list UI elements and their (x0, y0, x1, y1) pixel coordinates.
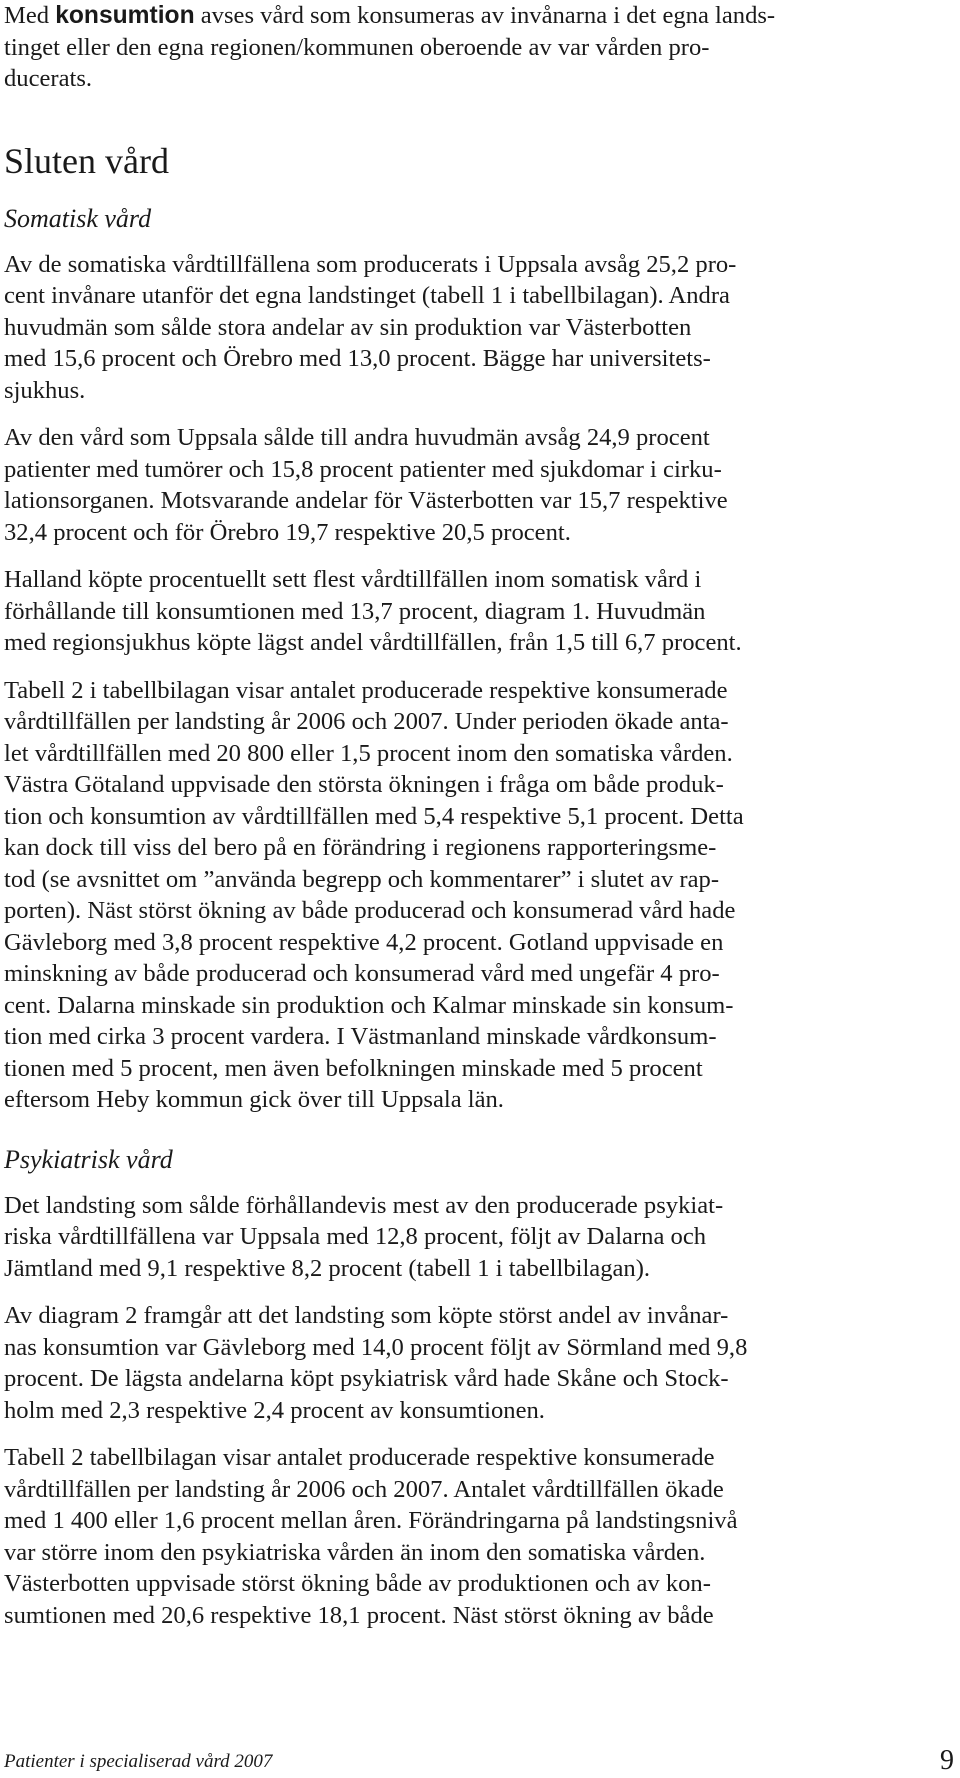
bold-term: konsumtion (55, 2, 195, 29)
text-line: Av den vård som Uppsala sålde till andra huvudmän avsåg 24,9 procent (4, 424, 710, 451)
paragraph-psykiatrisk-2 (4, 1300, 909, 1426)
text-line: vårdtillfällen per landsting år 2006 och 2007. Antalet vårdtillfällen ökade (4, 1475, 724, 1503)
text-line: patienter med tumörer och 15,8 procent patienter med sjukdomar i cirku- (4, 455, 722, 483)
text-line: tod (se avsnittet om ”använda begrepp och kommentarer” i slutet av rap- (4, 865, 720, 893)
text-line: eftersom Heby kommun gick över till Uppsala län. (4, 1086, 504, 1113)
paragraph-psykiatrisk-3 (4, 1442, 909, 1631)
text-line: Gävleborg med 3,8 procent respektive 4,2 procent. Gotland uppvisade en (4, 928, 724, 956)
text-line: sjukhus. (4, 376, 86, 404)
text-line: cent invånare utanför det egna landstinget (tabell 1 i tabellbilagan). Andra (4, 282, 730, 309)
text-span: Med (4, 2, 56, 29)
footer-publication-title: Patienter i specialiserad vård 2007 (4, 1751, 273, 1772)
text-line: med 15,6 procent och Örebro med 13,0 procent. Bägge har universitets- (4, 345, 711, 372)
text-line: 32,4 procent och för Örebro 19,7 respektive 20,5 procent. (4, 518, 571, 546)
subsection-heading-psykiatrisk: Psykiatrisk vård (4, 1144, 173, 1174)
text-line: förhållande till konsumtionen med 13,7 procent, diagram 1. Huvudmän (4, 597, 706, 625)
text-line: tion med cirka 3 procent vardera. I Västmanland minskade vårdkonsum- (4, 1023, 717, 1050)
paragraph-somatisk-1 (4, 249, 909, 407)
text-line: sumtionen med 20,6 respektive 18,1 procent. Näst störst ökning av både (4, 1601, 714, 1629)
text-line: procent. De lägsta andelarna köpt psykiatrisk vård hade Skåne och Stock- (4, 1365, 729, 1392)
text-line: med regionsjukhus köpte lägst andel vårdtillfällen, från 1,5 till 6,7 procent. (4, 629, 742, 656)
text-line: nas konsumtion var Gävleborg med 14,0 procent följt av Sörmland med 9,8 (4, 1333, 748, 1361)
text-line: tionen med 5 procent, men även befolkningen minskade med 5 procent (4, 1054, 703, 1082)
text-line (4, 0, 909, 32)
text-span: avses vård som konsumeras av invånarna i det egna lands- (194, 2, 776, 29)
text-line: tinget eller den egna regionen/kommunen oberoende av var vården pro- (4, 33, 710, 61)
text-line: var större inom den psykiatriska vården än inom den somatiska vården. (4, 1538, 706, 1566)
text-line: cent. Dalarna minskade sin produktion och Kalmar minskade sin konsum- (4, 991, 734, 1019)
text-line: Det landsting som sålde förhållandevis mest av den producerade psykiat- (4, 1191, 724, 1219)
text-line: holm med 2,3 respektive 2,4 procent av konsumtionen. (4, 1396, 545, 1424)
text-line: Tabell 2 tabellbilagan visar antalet producerade respektive konsumerade (4, 1444, 715, 1471)
paragraph-somatisk-4 (4, 675, 909, 1116)
text-line: tion och konsumtion av vårdtillfällen med 5,4 respektive 5,1 procent. Detta (4, 802, 744, 830)
text-line: Västerbotten uppvisade störst ökning både av produktionen och av kon- (4, 1570, 711, 1597)
paragraph-somatisk-2 (4, 422, 909, 548)
text-line: Halland köpte procentuellt sett flest vårdtillfällen inom somatisk vård i (4, 566, 702, 593)
page-number: 9 (940, 1745, 954, 1776)
text-line: minskning av både producerad och konsumerad vård med ungefär 4 pro- (4, 960, 720, 987)
page-footer (4, 1745, 956, 1775)
intro-paragraph (4, 0, 909, 95)
paragraph-psykiatrisk-1 (4, 1190, 909, 1285)
text-line: porten). Näst störst ökning av både producerad och konsumerad vård hade (4, 897, 736, 924)
text-line: ducerats. (4, 65, 93, 92)
text-line: Av de somatiska vårdtillfällena som producerats i Uppsala avsåg 25,2 pro- (4, 250, 737, 278)
text-line: vårdtillfällen per landsting år 2006 och 2007. Under perioden ökade anta- (4, 708, 729, 735)
text-line: riska vårdtillfällena var Uppsala med 12,8 procent, följt av Dalarna och (4, 1223, 707, 1250)
text-line: Tabell 2 i tabellbilagan visar antalet producerade respektive konsumerade (4, 676, 728, 704)
text-line: med 1 400 eller 1,6 procent mellan åren. Förändringarna på landstingsnivå (4, 1507, 738, 1534)
paragraph-somatisk-3 (4, 564, 909, 659)
text-line: Av diagram 2 framgår att det landsting som köpte störst andel av invånar- (4, 1302, 729, 1329)
section-title: Sluten vård (4, 140, 169, 181)
text-line: let vårdtillfällen med 20 800 eller 1,5 procent inom den somatiska vården. (4, 739, 733, 767)
text-line: Jämtland med 9,1 respektive 8,2 procent (tabell 1 i tabellbilagan). (4, 1254, 651, 1282)
text-line: Västra Götaland uppvisade den största ökningen i fråga om både produk- (4, 771, 724, 798)
text-line: lationsorganen. Motsvarande andelar för Västerbotten var 15,7 respektive (4, 487, 728, 514)
text-line: kan dock till viss del bero på en förändring i regionens rapporteringsme- (4, 834, 717, 861)
text-line: huvudmän som sålde stora andelar av sin produktion var Västerbotten (4, 313, 692, 341)
subsection-heading-somatisk: Somatisk vård (4, 203, 152, 233)
